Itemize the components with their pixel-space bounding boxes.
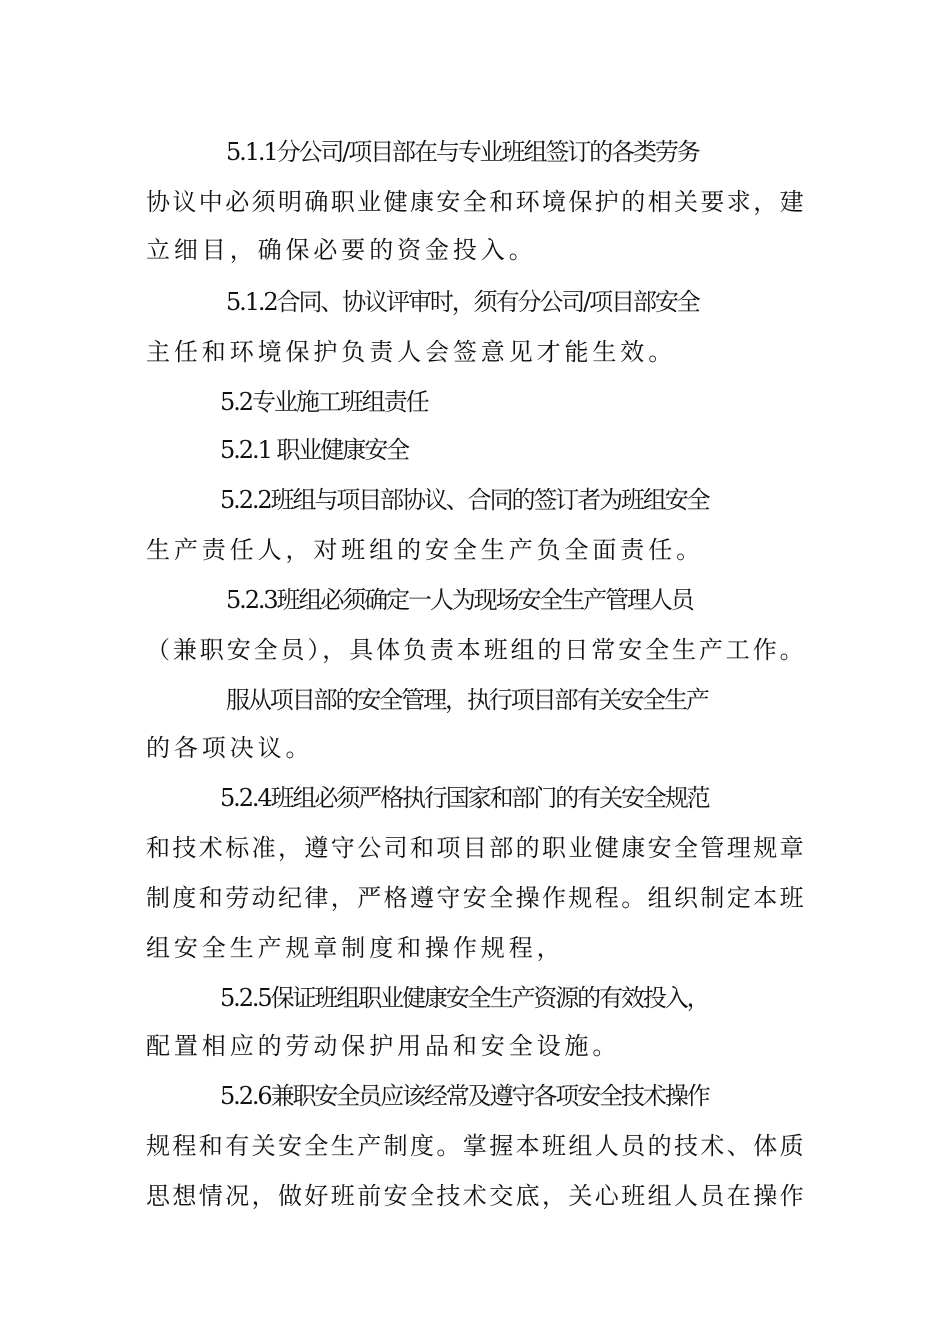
text-line: 5.2.5保证班组职业健康安全生产资源的有效投入， <box>220 984 709 1012</box>
text-line: 5.2.6兼职安全员应该经常及遵守各项安全技术操作 <box>220 1082 709 1110</box>
text-line: 5.1.2合同、协议评审时，须有分公司/项目部安全 <box>226 288 699 316</box>
text-line: 主任和环境保护负责人会签意见才能生效。 <box>146 338 677 366</box>
text-line: 的各项决议。 <box>146 734 314 762</box>
text-line: 5.2.2班组与项目部协议、合同的签订者为班组安全 <box>220 486 709 514</box>
text-line: 生产责任人，对班组的安全生产负全面责任。 <box>146 536 704 564</box>
text-line: 协议中必须明确职业健康安全和环境保护的相关要求，建 <box>146 188 806 216</box>
text-line: 组安全生产规章制度和操作规程， <box>146 934 565 962</box>
text-line: 5.1.1分公司/项目部在与专业班组签订的各类劳务 <box>226 138 699 166</box>
subsection-heading: 5.2.1 职业健康安全 <box>220 436 409 464</box>
text-line: 配置相应的劳动保护用品和安全设施。 <box>146 1032 621 1060</box>
text-line: 和技术标准，遵守公司和项目部的职业健康安全管理规章 <box>146 834 806 862</box>
text-line: 思想情况，做好班前安全技术交底，关心班组人员在操作 <box>146 1182 806 1210</box>
text-line: 5.2.4班组必须严格执行国家和部门的有关安全规范 <box>220 784 709 812</box>
text-line: 立细目，确保必要的资金投入。 <box>146 236 537 264</box>
text-line: 规程和有关安全生产制度。掌握本班组人员的技术、体质 <box>146 1132 806 1160</box>
section-heading: 5.2专业施工班组责任 <box>220 388 428 416</box>
text-line: 服从项目部的安全管理，执行项目部有关安全生产 <box>226 686 708 714</box>
text-line: 制度和劳动纪律，严格遵守安全操作规程。组织制定本班 <box>146 884 806 912</box>
text-line: 5.2.3班组必须确定一人为现场安全生产管理人员 <box>226 586 693 614</box>
text-line: （兼职安全员），具体负责本班组的日常安全生产工作。 <box>146 636 807 664</box>
